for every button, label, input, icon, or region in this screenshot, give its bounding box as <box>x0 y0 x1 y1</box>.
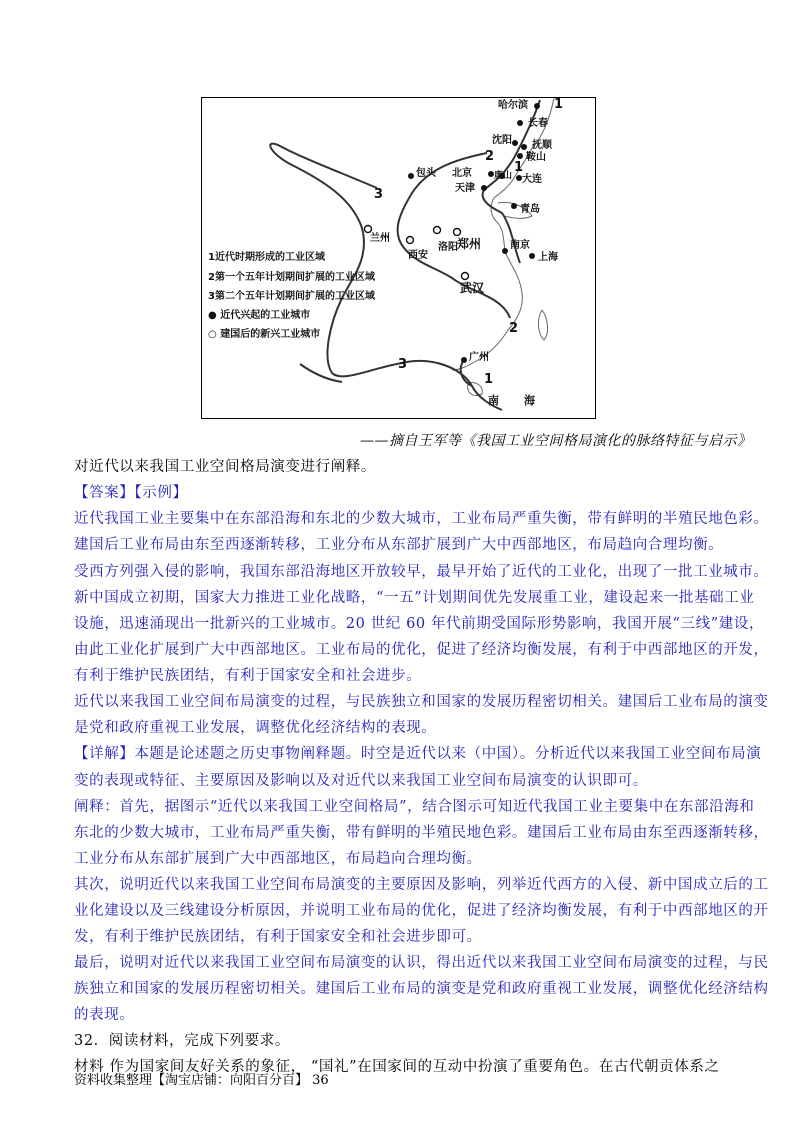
legend-item: 1近代时期形成的工业区域 <box>208 252 325 263</box>
city-label: 长春 <box>528 118 548 129</box>
text-line: 东北的少数大城市，工业布局严重失衡，带有鲜明的半殖民地色彩。建国后工业布局由东至西逐渐转移， <box>74 825 769 841</box>
line-number: 3 <box>398 357 408 372</box>
text-line: 建国后工业布局由东至西逐渐转移，工业分布从东部扩展到广大中西部地区，布局趋向合理均衡。 <box>74 537 724 553</box>
legend-item: ○ 建国后的新兴工业城市 <box>208 329 321 340</box>
city-marker-filled <box>521 144 527 150</box>
map-svg <box>202 98 596 419</box>
city-label: 唐山 <box>494 171 513 181</box>
text-line: 由此工业化扩展到广大中西部地区。工业布局的优化，促进了经济均衡发展，有利于中西部地区的开发， <box>74 642 769 658</box>
text-line: 32．阅读材料，完成下列要求。 <box>74 1033 290 1049</box>
line-number: 2 <box>509 321 519 336</box>
text-line: 设施，迅速涌现出一批新兴的工业城市。20 世纪 60 年代前期受国际形势影响，我国开展“三线”建设， <box>74 616 765 632</box>
city-marker-open <box>365 226 372 233</box>
text-line: 【答案】【示例】 <box>74 485 188 501</box>
sea-label: 海 <box>524 394 535 407</box>
text-line: 近代以来我国工业空间布局演变的过程，与民族独立和国家的发展历程密切相关。建国后工业布局的演变 <box>74 694 769 710</box>
text-line: 族独立和国家的发展历程密切相关。建国后工业布局的演变是党和政府重视工业发展，调整优化经济结构 <box>74 981 769 997</box>
city-label: 鞍山 <box>526 152 546 163</box>
text-line: 材料 作为国家间友好关系的象征， “国礼”在国家间的互动中扮演了重要角色。在古代朝贡体系之 <box>74 1059 720 1075</box>
city-label: 兰州 <box>370 233 390 244</box>
city-marker-filled <box>481 185 487 191</box>
sea-label: 南 <box>488 394 499 407</box>
city-marker-open <box>462 273 469 280</box>
figure-caption: ——摘自王军等《我国工业空间格局演化的脉络特征与启示》 <box>360 433 752 449</box>
text-line: 变的表现或特征、主要原因及影响以及对近代以来我国工业空间布局演变的认识即可。 <box>74 773 648 789</box>
city-label: 大连 <box>522 174 542 185</box>
city-label: 哈尔滨 <box>498 100 528 111</box>
city-marker-open <box>407 237 414 244</box>
city-marker-filled <box>511 203 517 209</box>
city-label: 北京 <box>452 168 472 179</box>
text-line: 其次，说明近代以来我国工业空间布局演变的主要原因及影响，列举近代西方的入侵、新中国成立后的工 <box>74 877 769 893</box>
city-label: 西安 <box>408 250 428 261</box>
text-line: 近代我国工业主要集中在东部沿海和东北的少数大城市，工业布局严重失衡，带有鲜明的半殖民地色彩。 <box>74 511 769 527</box>
city-label: 武汉 <box>460 281 485 295</box>
city-label: 广州 <box>469 352 489 363</box>
city-marker-filled <box>461 357 467 363</box>
line-number: 1 <box>514 160 524 175</box>
page-footer: 资料收集整理【淘宝店铺：向阳百分百】 36 <box>74 1073 329 1088</box>
city-label: 天津 <box>455 183 475 194</box>
city-marker-filled <box>408 173 414 179</box>
line-number: 3 <box>374 187 384 202</box>
line-number: 2 <box>485 149 495 164</box>
text-line: 是党和政府重视工业发展，调整优化经济结构的表现。 <box>74 720 437 736</box>
text-line: 的表现。 <box>74 1007 135 1023</box>
text-line: 新中国成立初期，国家大力推进工业化战略，“一五”计划期间优先发展重工业，建设起来一批基础工业 <box>74 590 755 606</box>
line-number: 1 <box>554 98 564 112</box>
city-label: 郑州 <box>457 237 482 251</box>
text-line: 最后，说明对近代以来我国工业空间布局演变的认识，得出近代以来我国工业空间布局演变的过程，与民 <box>74 955 769 971</box>
legend-item: 3第二个五年计划期间扩展的工业区域 <box>208 291 375 302</box>
city-label: 洛阳 <box>438 242 458 253</box>
line-number: 1 <box>484 372 494 387</box>
city-marker-filled <box>502 248 508 254</box>
text-line: 阐释：首先，据图示“近代以来我国工业空间格局”，结合图示可知近代我国工业主要集中在东部沿海和 <box>74 799 755 815</box>
city-marker-filled <box>529 253 535 259</box>
city-label: 抚顺 <box>532 140 552 151</box>
island-outline <box>538 310 547 340</box>
city-label: 南京 <box>510 240 530 251</box>
region-line-3b <box>300 364 342 382</box>
text-line: 对近代以来我国工业空间格局演变进行阐释。 <box>74 459 376 475</box>
city-marker-filled <box>512 140 518 146</box>
city-marker-open <box>434 227 441 234</box>
text-line: 业化建设以及三线建设分析原因，并说明工业布局的优化，促进了经济均衡发展，有利于中西部地区的开 <box>74 903 769 919</box>
city-label: 包头 <box>416 168 436 179</box>
city-label: 沈阳 <box>492 135 512 146</box>
city-label: 上海 <box>538 252 558 263</box>
industrial-layout-map <box>201 97 596 419</box>
city-label: 青岛 <box>520 204 540 215</box>
city-marker-open <box>454 229 461 236</box>
city-marker-filled <box>534 103 540 109</box>
text-line: 发，有利于维护民族团结，有利于国家安全和社会进步即可。 <box>74 929 482 945</box>
legend-item: 2第一个五年计划期间扩展的工业区域 <box>208 272 375 283</box>
text-line: 【详解】本题是论述题之历史事物阐释题。时空是近代以来（中国）。分析近代以来我国工业空间布局演 <box>74 746 762 762</box>
text-line: 受西方列强入侵的影响，我国东部沿海地区开放较早，最早开始了近代的工业化，出现了一批工业城市。 <box>74 564 769 580</box>
city-marker-filled <box>517 153 523 159</box>
legend-item: ● 近代兴起的工业城市 <box>208 310 311 321</box>
city-marker-filled <box>517 120 523 126</box>
text-line: 工业分布从东部扩展到广大中西部地区，布局趋向合理均衡。 <box>74 851 482 867</box>
text-line: 有利于维护民族团结，有利于国家安全和社会进步。 <box>74 668 422 684</box>
